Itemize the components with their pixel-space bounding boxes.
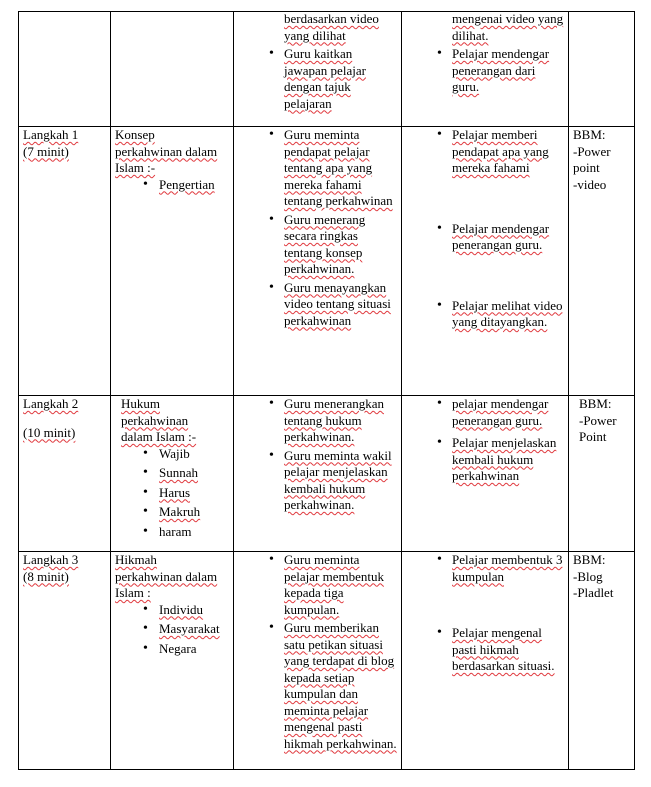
teacher-activity-cell xyxy=(234,552,402,770)
list-item: • Pelajar mengenal pasti hikmah berdasarkan situasi. xyxy=(432,625,564,675)
list-item: • Pelajar memberi pendapat apa yang mereka fahami xyxy=(432,127,564,177)
content-title: Hukum perkahwinan dalam Islam :- xyxy=(121,396,197,444)
student-activity-text: mengenai video yang dilihat. xyxy=(452,11,564,43)
step-duration: (10 minit) xyxy=(23,424,76,440)
list-item: • Pelajar menjelaskan kembali hukum perkahwinan xyxy=(432,435,564,485)
step-cell xyxy=(19,12,111,127)
step-duration: (7 minit) xyxy=(23,143,69,159)
resource-line: BBM: xyxy=(573,127,606,142)
step-duration: (8 minit) xyxy=(23,568,69,584)
content-title: Hikmah perkahwinan dalam Islam : xyxy=(115,552,218,600)
content-cell xyxy=(111,396,234,552)
list-item: • Guru meminta wakil pelajar menjelaskan kembali hukum perkahwinan. xyxy=(264,448,397,514)
content-cell xyxy=(111,552,234,770)
content-cell xyxy=(111,127,234,396)
resource-line: -video xyxy=(573,176,607,192)
table-row xyxy=(19,12,635,127)
list-item: • Pelajar mendengar penerangan guru. xyxy=(432,221,564,254)
resource-line: -Blog xyxy=(573,568,603,584)
lesson-plan-table xyxy=(18,11,635,770)
step-cell xyxy=(19,552,111,770)
table-row xyxy=(19,396,635,552)
resource-line: -Power point xyxy=(573,143,611,175)
resources-cell xyxy=(569,127,635,396)
resources-cell xyxy=(569,396,635,552)
step-cell xyxy=(19,396,111,552)
list-item: • Pelajar mendengar penerangan dari guru. xyxy=(432,46,564,96)
list-item: • Individu xyxy=(115,602,229,619)
list-item: • Guru menayangkan video tentang situasi perkahwinan xyxy=(264,280,397,330)
step-label: Langkah 3 xyxy=(23,552,79,567)
step-label: Langkah 2 xyxy=(23,396,79,411)
teacher-activity-cell xyxy=(234,396,402,552)
student-activity-cell xyxy=(402,12,569,127)
list-item: • Sunnah xyxy=(115,465,229,482)
step-cell xyxy=(19,127,111,396)
list-item: • Guru memberikan satu petikan situasi yang terdapat di blog kepada setiap kumpulan dan meminta pelajar mengenal pasti hikmah perkahwinan. xyxy=(264,620,397,752)
resource-line: BBM: xyxy=(573,552,606,567)
list-item: • Harus xyxy=(115,485,229,502)
list-item: • Guru menerang secara ringkas tentang konsep perkahwinan. xyxy=(264,212,397,278)
list-item: • pelajar mendengar penerangan guru. xyxy=(432,396,564,429)
list-item: • Masyarakat xyxy=(115,621,229,638)
step-label: Langkah 1 xyxy=(23,127,79,142)
student-activity-cell xyxy=(402,396,569,552)
list-item: • Wajib xyxy=(115,446,229,463)
teacher-activity-text: berdasarkan video yang dilihat xyxy=(284,11,379,43)
list-item: • Guru meminta pelajar membentuk kepada tiga kumpulan. xyxy=(264,552,397,618)
list-item: • haram xyxy=(115,524,229,541)
list-item: • Makruh xyxy=(115,504,229,521)
list-item: • Guru meminta pendapat pelajar tentang apa yang mereka fahami tentang perkahwinan xyxy=(264,127,397,210)
resources-cell xyxy=(569,552,635,770)
table-row xyxy=(19,552,635,770)
list-item: • Guru kaitkan jawapan pelajar dengan tajuk pelajaran xyxy=(264,46,397,112)
teacher-activity-cell xyxy=(234,127,402,396)
resource-line: -Pladlet xyxy=(573,585,614,600)
student-activity-cell xyxy=(402,127,569,396)
list-item: • Pelajar melihat video yang ditayangkan. xyxy=(432,298,564,331)
list-item: • Negara xyxy=(115,641,229,658)
list-item: • Pelajar membentuk 3 kumpulan xyxy=(432,552,564,585)
content-cell xyxy=(111,12,234,127)
list-item: • Guru menerangkan tentang hukum perkahwinan. xyxy=(264,396,397,446)
teacher-activity-cell xyxy=(234,12,402,127)
content-title: Konsep perkahwinan dalam Islam :- xyxy=(115,127,218,175)
resource-line: -Power Point xyxy=(579,412,617,444)
student-activity-cell xyxy=(402,552,569,770)
list-item: • Pengertian xyxy=(115,177,229,194)
table-row xyxy=(19,127,635,396)
resources-cell xyxy=(569,12,635,127)
resource-line: BBM: xyxy=(579,396,612,411)
